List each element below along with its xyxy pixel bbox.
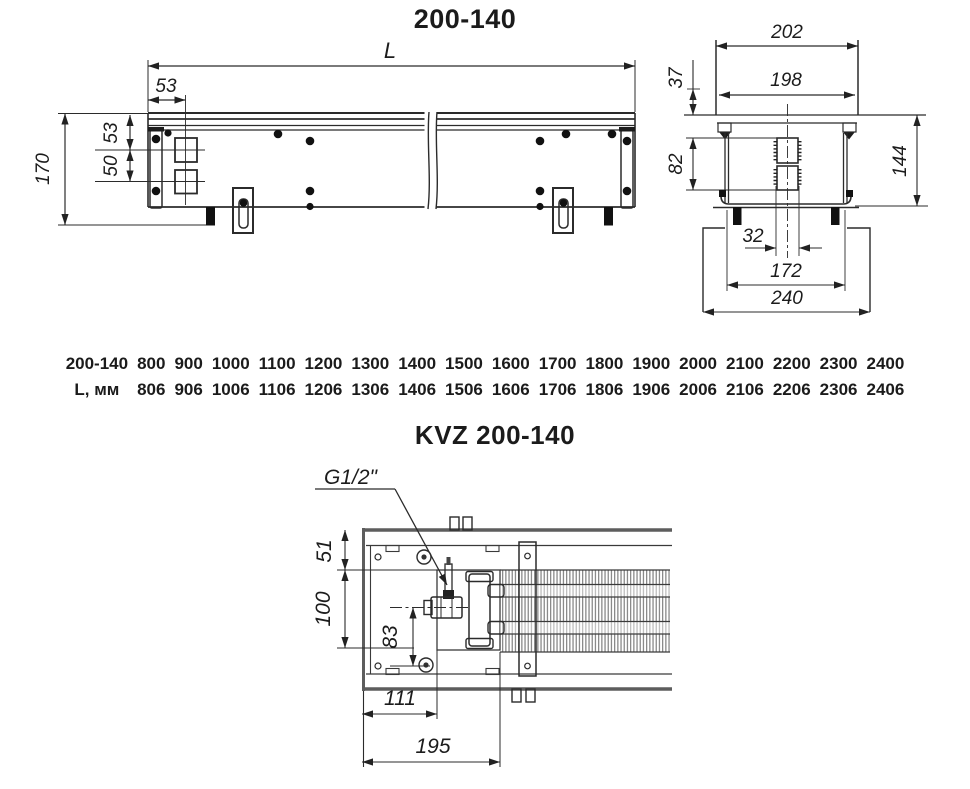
plan-view-drawing	[312, 466, 672, 767]
dimension-arrowhead	[341, 570, 348, 581]
size-table-cell: 1906	[632, 380, 671, 399]
size-table-cell: 1600	[491, 354, 530, 373]
size-table-cell: 900	[174, 354, 203, 373]
dimension-arrowhead	[409, 655, 416, 666]
size-table-cell: 1206	[304, 380, 343, 399]
dim-label-170: 170	[33, 153, 54, 185]
size-table-cell: 1500	[445, 354, 483, 373]
foot-left	[206, 207, 215, 226]
size-table-cell: 1100	[258, 354, 296, 373]
dim-label-53-pipe: 53	[101, 122, 122, 144]
size-table-cell: 1606	[491, 380, 530, 399]
size-table-cell: 1706	[538, 380, 577, 399]
dim-label-198: 198	[770, 70, 802, 91]
page-title: 200-140	[413, 4, 517, 34]
rivets	[152, 129, 632, 210]
size-table-cell: 2306	[819, 380, 858, 399]
size-table-cell: 2106	[726, 380, 764, 399]
dim-label-37: 37	[666, 67, 687, 89]
dimension-arrowhead	[689, 89, 696, 100]
dimension-arrowhead	[765, 244, 776, 251]
dim-label-51: 51	[313, 539, 336, 563]
clip	[450, 517, 459, 530]
dimension-arrowhead	[148, 62, 159, 69]
size-table-cell: 1400	[398, 354, 437, 373]
air-vent-valve	[424, 557, 462, 618]
dim-label-202: 202	[771, 22, 803, 43]
dimension-arrowhead	[409, 608, 416, 619]
clip	[512, 689, 521, 702]
dimension-arrowhead	[126, 171, 133, 182]
dimension-arrowhead	[126, 139, 133, 150]
dimension-arrowhead	[126, 115, 133, 126]
size-table-cell: 1006	[211, 380, 250, 399]
dimension-arrowhead	[689, 138, 696, 149]
foot-right	[604, 207, 613, 226]
size-table-cell: 1300	[351, 354, 390, 373]
dimension-arrowhead	[689, 104, 696, 115]
dimension-arrowhead	[624, 62, 635, 69]
dimension-arrowhead	[913, 115, 920, 126]
mounting-bracket-right	[553, 188, 573, 233]
dim-label-111: 111	[384, 687, 416, 710]
dimension-arrowhead	[341, 559, 348, 570]
dimension-arrowhead	[719, 91, 730, 98]
size-table-cell: 1000	[211, 354, 250, 373]
heat-exchanger-fins	[500, 570, 670, 652]
leg-left	[733, 207, 742, 225]
dimension-arrows	[61, 42, 920, 765]
size-table-cell: 2206	[772, 380, 811, 399]
size-table-cell: 1406	[398, 380, 437, 399]
dim-label-32: 32	[742, 226, 764, 247]
size-table-cell: 806	[137, 380, 166, 399]
size-table-cell: L, мм	[74, 380, 120, 399]
dimension-arrowhead	[61, 214, 68, 225]
dim-label-195: 195	[415, 735, 451, 758]
dimension-arrowhead	[847, 42, 858, 49]
dimension-arrowhead	[426, 710, 437, 717]
dim-label-172: 172	[770, 261, 802, 282]
dimension-arrowhead	[716, 42, 727, 49]
dimension-arrowhead	[799, 244, 810, 251]
view-break	[425, 110, 437, 209]
side-view-drawing	[33, 38, 635, 233]
size-table-cell: 1106	[258, 380, 296, 399]
exchanger-header	[466, 572, 504, 649]
dimension-arrowhead	[859, 308, 870, 315]
clip	[526, 689, 535, 702]
size-table-cell: 2100	[726, 354, 764, 373]
dimension-arrowhead	[703, 308, 714, 315]
clip	[463, 517, 472, 530]
dim-label-53-offset: 53	[155, 76, 177, 97]
size-table-cell: 200-140	[65, 354, 129, 373]
size-table-cell: 1306	[351, 380, 390, 399]
dim-label-82: 82	[666, 153, 687, 175]
size-table-cell: 2006	[679, 380, 717, 399]
dimension-arrowhead	[489, 758, 500, 765]
dim-label-83: 83	[379, 625, 402, 649]
dimension-arrowhead	[61, 114, 68, 125]
leg-right	[831, 207, 840, 225]
size-table-cell: 2200	[772, 354, 811, 373]
dim-label-100: 100	[312, 591, 335, 627]
size-table-cell: 1506	[445, 380, 483, 399]
size-table-cell: 2000	[679, 354, 717, 373]
size-table-cell: 2400	[866, 354, 905, 373]
dim-label-144: 144	[890, 145, 911, 177]
size-table-cell: 1700	[538, 354, 577, 373]
size-table-cell: 906	[174, 380, 203, 399]
dimension-arrowhead	[727, 281, 738, 288]
dimension-arrowhead	[341, 637, 348, 648]
dimension-arrowhead	[126, 150, 133, 161]
size-table-cell: 1900	[632, 354, 671, 373]
thread-label: G1/2"	[324, 466, 377, 489]
size-table-cell: 1200	[304, 354, 343, 373]
dimension-arrowhead	[834, 281, 845, 288]
thread-leader-line	[395, 489, 447, 585]
dimension-arrowhead	[341, 530, 348, 541]
dim-label-50-pipe: 50	[101, 155, 122, 177]
dimension-arrowhead	[844, 91, 855, 98]
mounting-bracket-left	[233, 188, 253, 233]
size-table-cell: 2300	[819, 354, 858, 373]
dimension-arrowhead	[175, 96, 186, 103]
size-table-cell: 2406	[866, 380, 905, 399]
convector-body	[148, 110, 635, 233]
size-table-cell: 1800	[585, 354, 624, 373]
dimension-arrowhead	[689, 179, 696, 190]
cross-section-drawing	[666, 22, 928, 312]
dimension-arrowhead	[148, 96, 159, 103]
plan-view-title: KVZ 200-140	[414, 420, 576, 450]
dim-label-240: 240	[771, 288, 803, 309]
dim-label-L: L	[383, 38, 397, 63]
size-table-cell: 1806	[585, 380, 624, 399]
dimension-arrowhead	[913, 195, 920, 206]
size-table-cell: 800	[137, 354, 166, 373]
